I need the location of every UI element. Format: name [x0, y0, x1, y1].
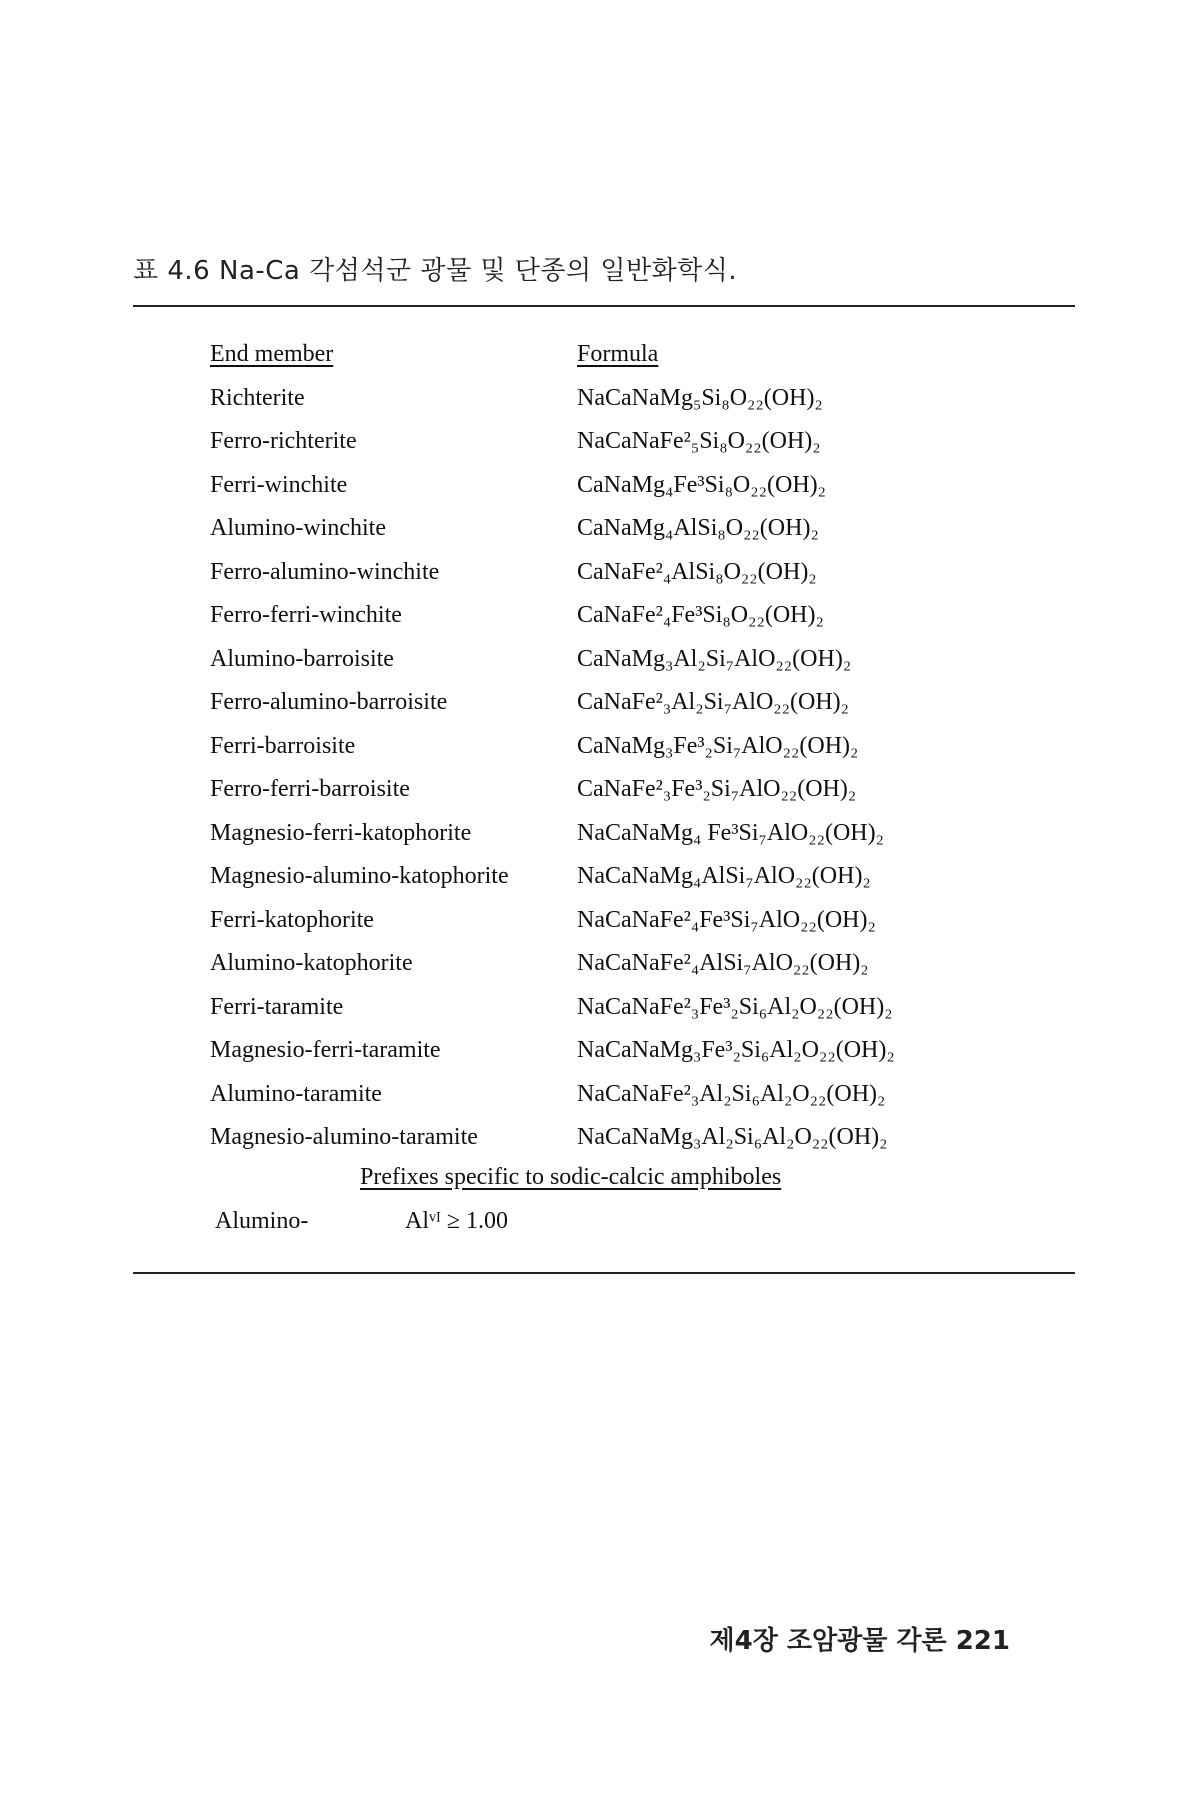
- member-formula: NaCaNaMg₃Fe³₂Si₆Al₂O₂₂(OH)₂: [577, 1037, 895, 1063]
- table-row: [210, 594, 1070, 638]
- member-name: Richterite: [210, 384, 305, 411]
- member-name: Magnesio-alumino-taramite: [210, 1124, 478, 1150]
- member-name: Magnesio-ferri-katophorite: [210, 819, 472, 846]
- member-formula: NaCaNaFe²₄Fe³Si₇AlO₂₂(OH)₂: [577, 906, 876, 933]
- table-row: [210, 855, 1070, 899]
- table-row: [210, 1116, 1070, 1160]
- member-formula: CaNaMg₄Fe³Si₈O₂₂(OH)₂: [577, 471, 827, 498]
- member-name: Alumino-katophorite: [210, 950, 413, 976]
- table-row: [210, 1029, 1070, 1073]
- member-formula: NaCaNaMg₄ Fe³Si₇AlO₂₂(OH)₂: [577, 819, 884, 846]
- table-row: [210, 507, 1070, 551]
- prefix-condition: Alᵛᴵ ≥ 1.00: [405, 1208, 509, 1234]
- member-formula: CaNaFe²₄AlSi₈O₂₂(OH)₂: [577, 558, 817, 585]
- table-row: [210, 812, 1070, 856]
- member-name: Magnesio-ferri-taramite: [210, 1037, 441, 1063]
- header-end-member: End member: [210, 341, 334, 367]
- table-row: [210, 377, 1070, 421]
- member-name: Alumino-winchite: [210, 515, 386, 541]
- member-name: Ferro-alumino-barroisite: [210, 689, 448, 715]
- table-row: [210, 768, 1070, 812]
- end-member-table: [210, 333, 1070, 1160]
- table-caption: 표 4.6 Na-Ca 각섬석군 광물 및 단종의 일반화학식.: [133, 256, 738, 286]
- table-row: [210, 681, 1070, 725]
- member-name: Alumino-taramite: [210, 1080, 382, 1107]
- bottom-rule: [133, 1272, 1075, 1274]
- member-name: Ferri-winchite: [210, 471, 348, 498]
- prefix-name: Alumino-: [215, 1208, 309, 1234]
- member-name: Ferri-katophorite: [210, 906, 374, 933]
- member-formula: CaNaMg₄AlSi₈O₂₂(OH)₂: [577, 515, 819, 541]
- table-row: [210, 638, 1070, 682]
- prefix-row: [215, 1208, 815, 1244]
- page-footer: 제4장 조암광물 각론 221: [709, 1626, 1010, 1656]
- member-formula: NaCaNaFe²₅Si₈O₂₂(OH)₂: [577, 428, 821, 454]
- member-name: Ferro-alumino-winchite: [210, 558, 440, 585]
- table-row: [210, 551, 1070, 595]
- table-row: [210, 725, 1070, 769]
- table-row: [210, 899, 1070, 943]
- member-formula: CaNaMg₃Fe³₂Si₇AlO₂₂(OH)₂: [577, 732, 859, 759]
- member-name: Ferro-ferri-barroisite: [210, 776, 410, 802]
- member-formula: CaNaFe²₄Fe³Si₈O₂₂(OH)₂: [577, 602, 824, 628]
- member-formula: CaNaMg₃Al₂Si₇AlO₂₂(OH)₂: [577, 645, 852, 672]
- table-row: [210, 942, 1070, 986]
- member-name: Ferro-ferri-winchite: [210, 602, 402, 628]
- member-formula: NaCaNaFe²₄AlSi₇AlO₂₂(OH)₂: [577, 950, 869, 976]
- member-formula: NaCaNaMg₄AlSi₇AlO₂₂(OH)₂: [577, 863, 871, 889]
- table-row: [210, 420, 1070, 464]
- table-row: [210, 1073, 1070, 1117]
- member-name: Alumino-barroisite: [210, 645, 394, 672]
- member-name: Ferro-richterite: [210, 428, 357, 454]
- member-formula: NaCaNaMg₅Si₈O₂₂(OH)₂: [577, 384, 823, 411]
- member-formula: NaCaNaMg₃Al₂Si₆Al₂O₂₂(OH)₂: [577, 1124, 888, 1150]
- header-formula: Formula: [577, 341, 659, 367]
- table-header-row: [210, 333, 1070, 377]
- table-row: [210, 986, 1070, 1030]
- member-formula: CaNaFe²₃Fe³₂Si₇AlO₂₂(OH)₂: [577, 776, 857, 802]
- prefixes-title: Prefixes specific to sodic-calcic amphiboles: [360, 1164, 782, 1190]
- top-rule: [133, 305, 1075, 307]
- table-row: [210, 464, 1070, 508]
- member-name: Ferri-barroisite: [210, 732, 356, 759]
- member-formula: NaCaNaFe²₃Fe³₂Si₆Al₂O₂₂(OH)₂: [577, 993, 893, 1020]
- member-formula: NaCaNaFe²₃Al₂Si₆Al₂O₂₂(OH)₂: [577, 1080, 886, 1107]
- member-name: Ferri-taramite: [210, 993, 344, 1020]
- member-formula: CaNaFe²₃Al₂Si₇AlO₂₂(OH)₂: [577, 689, 850, 715]
- member-name: Magnesio-alumino-katophorite: [210, 863, 509, 889]
